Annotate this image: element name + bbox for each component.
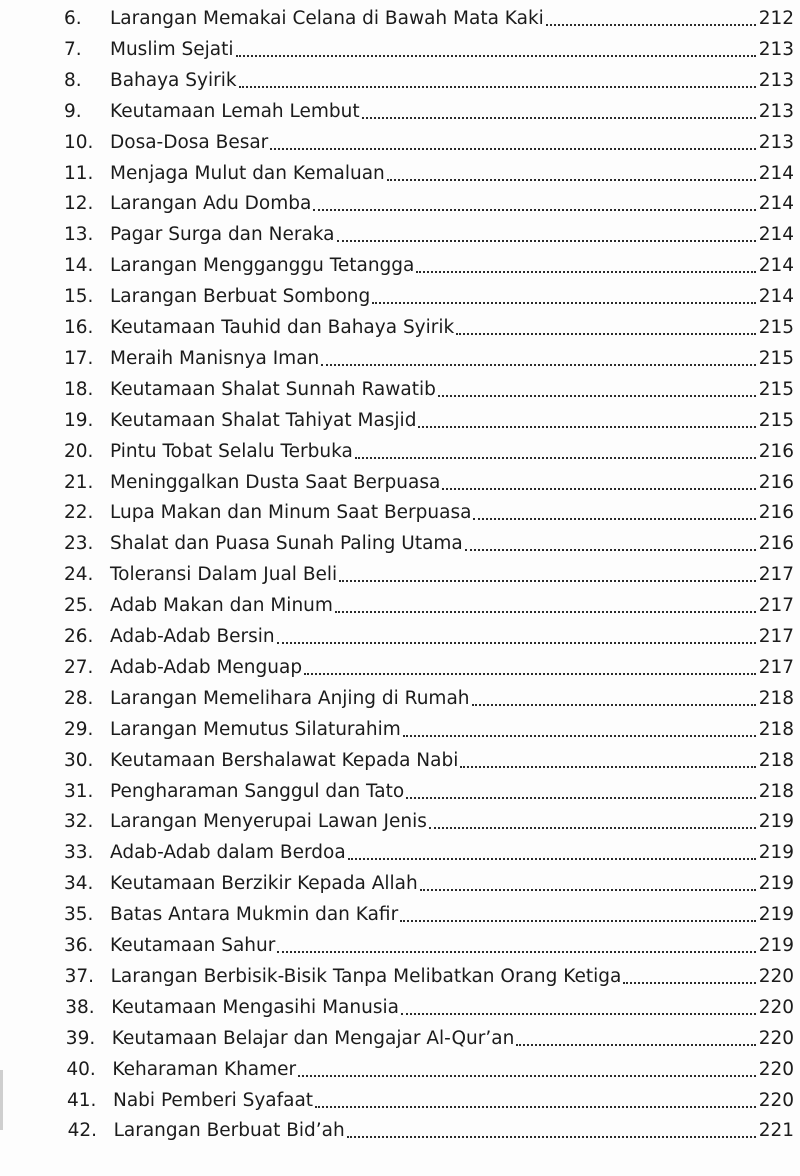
dot-leader — [473, 518, 755, 520]
toc-entry-title: Shalat dan Puasa Sunah Paling Utama — [110, 533, 463, 555]
toc-entry — [64, 437, 794, 467]
toc-entry-page-number: 215 — [758, 317, 794, 338]
toc-entry-page-number: 219 — [758, 935, 794, 956]
toc-entry-page-number: 220 — [758, 965, 794, 987]
toc-entry-page-number: 216 — [758, 471, 794, 493]
dot-leader — [321, 364, 755, 366]
toc-entry-title: Larangan Berbisik-Bisik Tanpa Melibatkan Orang Ketiga — [110, 965, 622, 987]
dot-leader — [442, 488, 755, 490]
toc-entry — [64, 468, 794, 498]
toc-entry-page-number: 219 — [758, 811, 794, 833]
toc-entry-number: 41. — [67, 1089, 97, 1111]
dot-leader — [438, 395, 756, 397]
toc-entry — [64, 869, 794, 899]
toc-entry — [64, 1024, 794, 1054]
dot-leader — [429, 827, 756, 829]
toc-entry — [64, 97, 794, 127]
toc-entry-number: 19. — [64, 409, 94, 431]
toc-entry-number: 40. — [66, 1058, 96, 1080]
toc-entry-number: 14. — [64, 255, 94, 277]
dot-leader — [472, 704, 756, 706]
toc-entry — [64, 159, 794, 189]
dot-leader — [239, 86, 756, 88]
dot-leader — [270, 148, 755, 150]
toc-entry-number: 10. — [64, 131, 94, 153]
dot-leader — [277, 642, 756, 644]
dot-leader — [337, 240, 756, 242]
toc-entry-page-number: 220 — [758, 1027, 794, 1049]
dot-leader — [304, 673, 756, 675]
toc-entry-page-number: 212 — [758, 8, 794, 29]
toc-entry-page-number: 217 — [758, 656, 794, 678]
toc-entry-number: 25. — [64, 595, 94, 617]
toc-entry-title: Keutamaan Lemah Lembut — [110, 100, 360, 122]
toc-entry-number: 37. — [64, 965, 95, 987]
toc-entry — [64, 128, 794, 158]
toc-entry-number: 17. — [64, 347, 94, 369]
dot-leader — [347, 1136, 756, 1138]
toc-entry-title: Keutamaan Bershalawat Kepada Nabi — [110, 749, 459, 771]
toc-entry-title: Larangan Mengganggu Tetangga — [110, 255, 415, 277]
dot-leader — [460, 766, 755, 768]
toc-entry-page-number: 219 — [758, 873, 794, 895]
toc-entry-number: 27. — [64, 656, 94, 678]
toc-entry-title: Keutamaan Shalat Tahiyat Masjid — [110, 409, 417, 431]
toc-entry — [64, 684, 794, 714]
toc-entry-title: Keutamaan Mengasihi Manusia — [111, 996, 399, 1018]
dot-leader — [418, 426, 755, 428]
toc-entry-page-number: 217 — [758, 595, 794, 617]
toc-entry-number: 36. — [64, 935, 94, 956]
toc-entry — [64, 313, 794, 343]
toc-entry — [64, 1086, 794, 1116]
dot-leader — [387, 179, 756, 181]
toc-entry-number: 6. — [64, 8, 82, 29]
dot-leader — [546, 24, 756, 26]
toc-entry-number: 33. — [64, 842, 94, 864]
dot-leader — [362, 117, 756, 119]
toc-entry — [64, 529, 794, 559]
toc-entry-page-number: 213 — [758, 38, 794, 60]
toc-entry-title: Adab Makan dan Minum — [110, 595, 333, 617]
toc-entry-number: 39. — [65, 1027, 96, 1049]
dot-leader — [277, 951, 755, 953]
toc-entry-page-number: 213 — [758, 69, 794, 91]
toc-entry-page-number: 215 — [758, 347, 794, 369]
toc-entry-page-number: 216 — [758, 502, 794, 524]
toc-entry-page-number: 218 — [758, 718, 794, 740]
toc-entry — [64, 4, 794, 34]
toc-entry-page-number: 216 — [758, 440, 794, 462]
toc-entry-title: Larangan Memakai Celana di Bawah Mata Kaki — [110, 8, 544, 29]
toc-entry-page-number: 219 — [758, 904, 794, 926]
dot-leader — [236, 55, 756, 57]
toc-entry-title: Adab-Adab dalam Berdoa — [110, 842, 346, 864]
toc-entry-number: 16. — [64, 317, 94, 338]
toc-entry-title: Pagar Surga dan Neraka — [110, 224, 335, 246]
toc-entry — [64, 1116, 794, 1146]
dot-leader — [335, 611, 756, 613]
toc-entry-title: Larangan Memutus Silaturahim — [110, 718, 401, 740]
toc-entry-title: Dosa-Dosa Besar — [110, 131, 269, 153]
toc-entry-title: Keutamaan Berzikir Kepada Allah — [110, 873, 418, 895]
toc-entry-page-number: 213 — [758, 100, 794, 122]
dot-leader — [416, 271, 755, 273]
toc-entry-title: Keutamaan Tauhid dan Bahaya Syirik — [110, 317, 455, 338]
toc-entry-page-number: 216 — [758, 533, 794, 555]
toc-entry-title: Larangan Berbuat Sombong — [110, 286, 371, 308]
toc-entry — [64, 931, 794, 961]
toc-entry-number: 35. — [64, 904, 94, 926]
toc-entry — [64, 66, 794, 96]
toc-entry — [64, 344, 794, 374]
toc-entry — [64, 498, 794, 528]
toc-entry-title: Batas Antara Mukmin dan Kafir — [110, 904, 399, 926]
toc-entry-page-number: 220 — [758, 1089, 794, 1111]
toc-entry-title: Larangan Berbuat Bid’ah — [113, 1120, 345, 1142]
toc-entry — [64, 35, 794, 65]
toc-entry-title: Menjaga Mulut dan Kemaluan — [110, 162, 385, 184]
dot-leader — [403, 735, 756, 737]
toc-entry-number: 24. — [64, 564, 94, 586]
toc-entry-title: Keutamaan Belajar dan Mengajar Al-Qur’an — [111, 1027, 515, 1049]
toc-entry-number: 13. — [64, 224, 94, 246]
toc-entry — [64, 962, 794, 992]
dot-leader — [315, 1106, 756, 1108]
page-edge-shadow — [0, 1070, 3, 1130]
toc-entry-title: Larangan Memelihara Anjing di Rumah — [110, 687, 470, 709]
dot-leader — [298, 1075, 756, 1077]
toc-entry-page-number: 218 — [758, 687, 794, 709]
toc-entry-page-number: 213 — [758, 131, 794, 153]
toc-entry-number: 12. — [64, 193, 94, 215]
toc-entry-number: 32. — [64, 811, 94, 833]
toc-entry-title: Toleransi Dalam Jual Beli — [110, 564, 338, 586]
toc-entry — [64, 1055, 794, 1085]
toc-entry-number: 42. — [67, 1120, 98, 1142]
toc-entry-title: Larangan Adu Domba — [110, 193, 312, 215]
dot-leader — [516, 1044, 755, 1046]
dot-leader — [623, 982, 755, 984]
toc-entry-title: Pintu Tobat Selalu Terbuka — [110, 440, 353, 462]
toc-entry-page-number: 214 — [758, 162, 794, 184]
toc-entry-title: Meninggalkan Dusta Saat Berpuasa — [110, 471, 441, 493]
toc-entry-number: 23. — [64, 533, 94, 555]
dot-leader — [348, 858, 756, 860]
toc-entry — [64, 622, 794, 652]
toc-entry — [64, 807, 794, 837]
toc-entry-title: Bahaya Syirik — [110, 69, 237, 91]
toc-entry-number: 21. — [64, 471, 94, 493]
toc-entry-number: 38. — [65, 996, 95, 1018]
toc-entry-page-number: 217 — [758, 626, 794, 647]
toc-entry — [64, 189, 794, 219]
toc-entry — [64, 375, 794, 405]
toc-entry — [64, 993, 794, 1023]
toc-entry — [64, 406, 794, 436]
toc-entry-title: Lupa Makan dan Minum Saat Berpuasa — [110, 502, 472, 524]
toc-entry-page-number: 220 — [758, 1058, 794, 1080]
toc-entry-page-number: 217 — [758, 564, 794, 586]
toc-entry — [64, 560, 794, 590]
toc-entry-title: Muslim Sejati — [110, 38, 234, 60]
toc-entry-page-number: 219 — [758, 842, 794, 864]
dot-leader — [456, 333, 755, 335]
dot-leader — [406, 797, 756, 799]
toc-entry-number: 9. — [64, 100, 82, 122]
toc-entry-page-number: 214 — [758, 193, 794, 215]
toc-entry-number: 30. — [64, 749, 94, 771]
toc-entry-title: Keutamaan Shalat Sunnah Rawatib — [110, 378, 436, 400]
toc-entry-number: 31. — [64, 780, 94, 802]
toc-entry-title: Pengharaman Sanggul dan Tato — [110, 780, 405, 802]
toc-entry-page-number: 220 — [758, 996, 794, 1018]
toc-entry — [64, 777, 794, 807]
toc-entry-page-number: 218 — [758, 780, 794, 802]
dot-leader — [420, 889, 756, 891]
toc-entry-number: 29. — [64, 718, 94, 740]
toc-entry-title: Adab-Adab Bersin — [110, 626, 275, 647]
dot-leader — [465, 549, 756, 551]
dot-leader — [401, 1013, 756, 1015]
toc-entry-page-number: 214 — [758, 255, 794, 277]
toc-entry — [64, 900, 794, 930]
toc-entry-number: 28. — [64, 687, 94, 709]
toc-entry-number: 18. — [64, 378, 94, 400]
toc-entry-number: 22. — [64, 502, 94, 524]
dot-leader — [355, 457, 756, 459]
toc-entry — [64, 746, 794, 776]
toc-entry-number: 15. — [64, 286, 94, 308]
dot-leader — [339, 580, 756, 582]
toc-entry — [64, 220, 794, 250]
toc-entry-page-number: 218 — [758, 749, 794, 771]
toc-entry — [64, 653, 794, 683]
toc-entry-number: 34. — [64, 873, 94, 895]
toc-entry-page-number: 221 — [758, 1120, 794, 1142]
dot-leader — [372, 302, 755, 304]
toc-entry-title: Nabi Pemberi Syafaat — [113, 1089, 314, 1111]
toc-entry-number: 8. — [64, 69, 82, 91]
toc-entry-title: Keutamaan Sahur — [110, 935, 276, 956]
toc-entry — [64, 591, 794, 621]
toc-entry — [64, 251, 794, 281]
toc-entry-number: 20. — [64, 440, 94, 462]
toc-entry-title: Keharaman Khamer — [112, 1058, 297, 1080]
toc-entry-number: 7. — [64, 38, 82, 60]
toc-entry-title: Adab-Adab Menguap — [110, 656, 303, 678]
toc-entry-page-number: 215 — [758, 378, 794, 400]
toc-entry-number: 26. — [64, 626, 94, 647]
toc-entry — [64, 715, 794, 745]
toc-entry-page-number: 214 — [758, 286, 794, 308]
toc-entry — [64, 282, 794, 312]
toc-entry-page-number: 215 — [758, 409, 794, 431]
toc-entry — [64, 838, 794, 868]
toc-entry-page-number: 214 — [758, 224, 794, 246]
dot-leader — [313, 209, 755, 211]
dot-leader — [400, 920, 756, 922]
toc-entry-title: Meraih Manisnya Iman — [110, 347, 320, 369]
toc-entry-number: 11. — [64, 162, 94, 184]
toc-entry-title: Larangan Menyerupai Lawan Jenis — [110, 811, 427, 833]
